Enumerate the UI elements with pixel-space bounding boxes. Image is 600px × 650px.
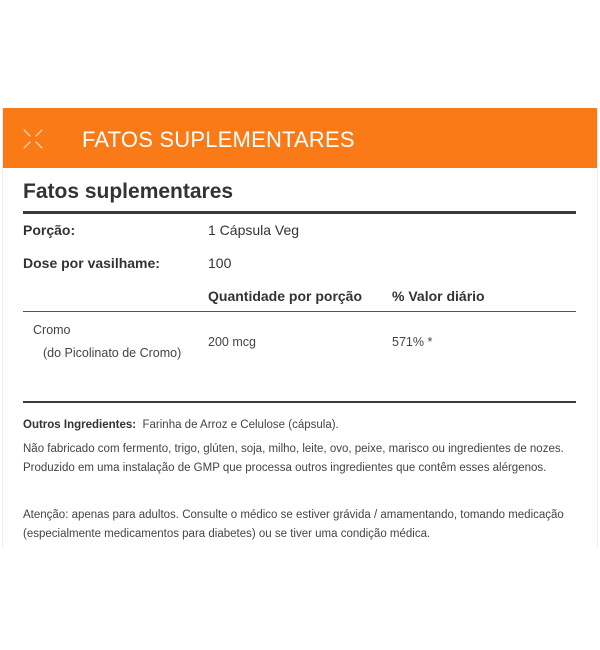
amount-per-serving-header: Quantidade por porção <box>208 288 363 304</box>
other-ingredients-label: Outros Ingredientes: <box>23 419 137 431</box>
serving-size-label: Porção: <box>23 222 76 238</box>
supplement-facts-panel <box>2 108 598 548</box>
collapse-x-icon[interactable] <box>23 129 43 149</box>
divider <box>23 311 576 312</box>
other-ingredients <box>23 416 576 435</box>
divider <box>23 211 576 214</box>
warning-statement: Atenção: apenas para adultos. Consulte o médico se estiver grávida / amamentando, tomando medicação (especialmente medicamentos para diabetes) ou se tiver uma condição médica. <box>23 509 564 540</box>
allergen-statement: Não fabricado com fermento, trigo, glúten, soja, milho, leite, ovo, peixe, marisco ou ingredientes de nozes. Produzido em uma instalação de GMP que processa outros ingredientes que contêm esses alérgenos. <box>23 443 564 474</box>
nutrient-source: (do Picolinato de Cromo) <box>43 346 182 360</box>
facts-title: Fatos suplementares <box>23 180 234 203</box>
nutrient-daily-value: 571% * <box>392 335 433 349</box>
supplement-facts-accordion-header[interactable] <box>3 108 597 168</box>
nutrient-name: Cromo <box>33 323 71 337</box>
divider <box>23 401 576 403</box>
serving-size-value: 1 Cápsula Veg <box>208 222 300 238</box>
other-ingredients-value: Farinha de Arroz e Celulose (cápsula). <box>142 419 339 431</box>
nutrient-amount: 200 mcg <box>208 335 256 349</box>
servings-per-container-label: Dose por vasilhame: <box>23 255 160 271</box>
section-title: FATOS SUPLEMENTARES <box>82 127 355 152</box>
daily-value-header: % Valor diário <box>392 288 485 304</box>
servings-per-container-value: 100 <box>208 255 232 271</box>
